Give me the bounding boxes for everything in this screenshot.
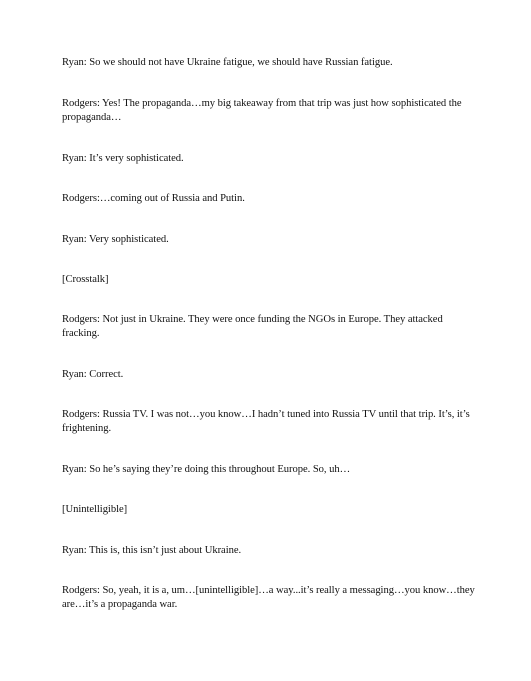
transcript-line-ryan-very-sophisticated: Ryan: Very sophisticated. (62, 234, 169, 245)
transcript-line-crosstalk: [Crosstalk] (62, 274, 109, 285)
transcript-line-ryan-europe: Ryan: So he’s saying they’re doing this throughout Europe. So, uh… (62, 464, 351, 475)
transcript-line-ryan-ukraine: Ryan: This is, this isn’t just about Ukraine. (62, 545, 242, 556)
transcript-line-rodgers-propaganda-war: Rodgers: So, yeah, it is a, um…[unintelligible]…a way...it’s really a messaging…you know…they are…it’s a propaganda war. (62, 585, 475, 610)
transcript-line-rodgers-propaganda: Rodgers: Yes! The propaganda…my big takeaway from that trip was just how sophisticated the propaganda… (62, 98, 462, 123)
transcript-line-rodgers-russia-tv: Rodgers: Russia TV. I was not…you know…I hadn’t tuned into Russia TV until that trip. It’s, it’s frightening. (62, 409, 470, 434)
transcript-line-rodgers-ngos: Rodgers: Not just in Ukraine. They were once funding the NGOs in Europe. They attacked fracking. (62, 314, 443, 339)
transcript-line-ryan-correct: Ryan: Correct. (62, 369, 124, 380)
transcript-line-ryan-sophisticated: Ryan: It’s very sophisticated. (62, 153, 184, 164)
transcript-line-unintelligible: [Unintelligible] (62, 504, 128, 515)
transcript-line-rodgers-russia-putin: Rodgers:…coming out of Russia and Putin. (62, 193, 245, 204)
transcript-line-ryan-fatigue: Ryan: So we should not have Ukraine fatigue, we should have Russian fatigue. (62, 57, 393, 68)
